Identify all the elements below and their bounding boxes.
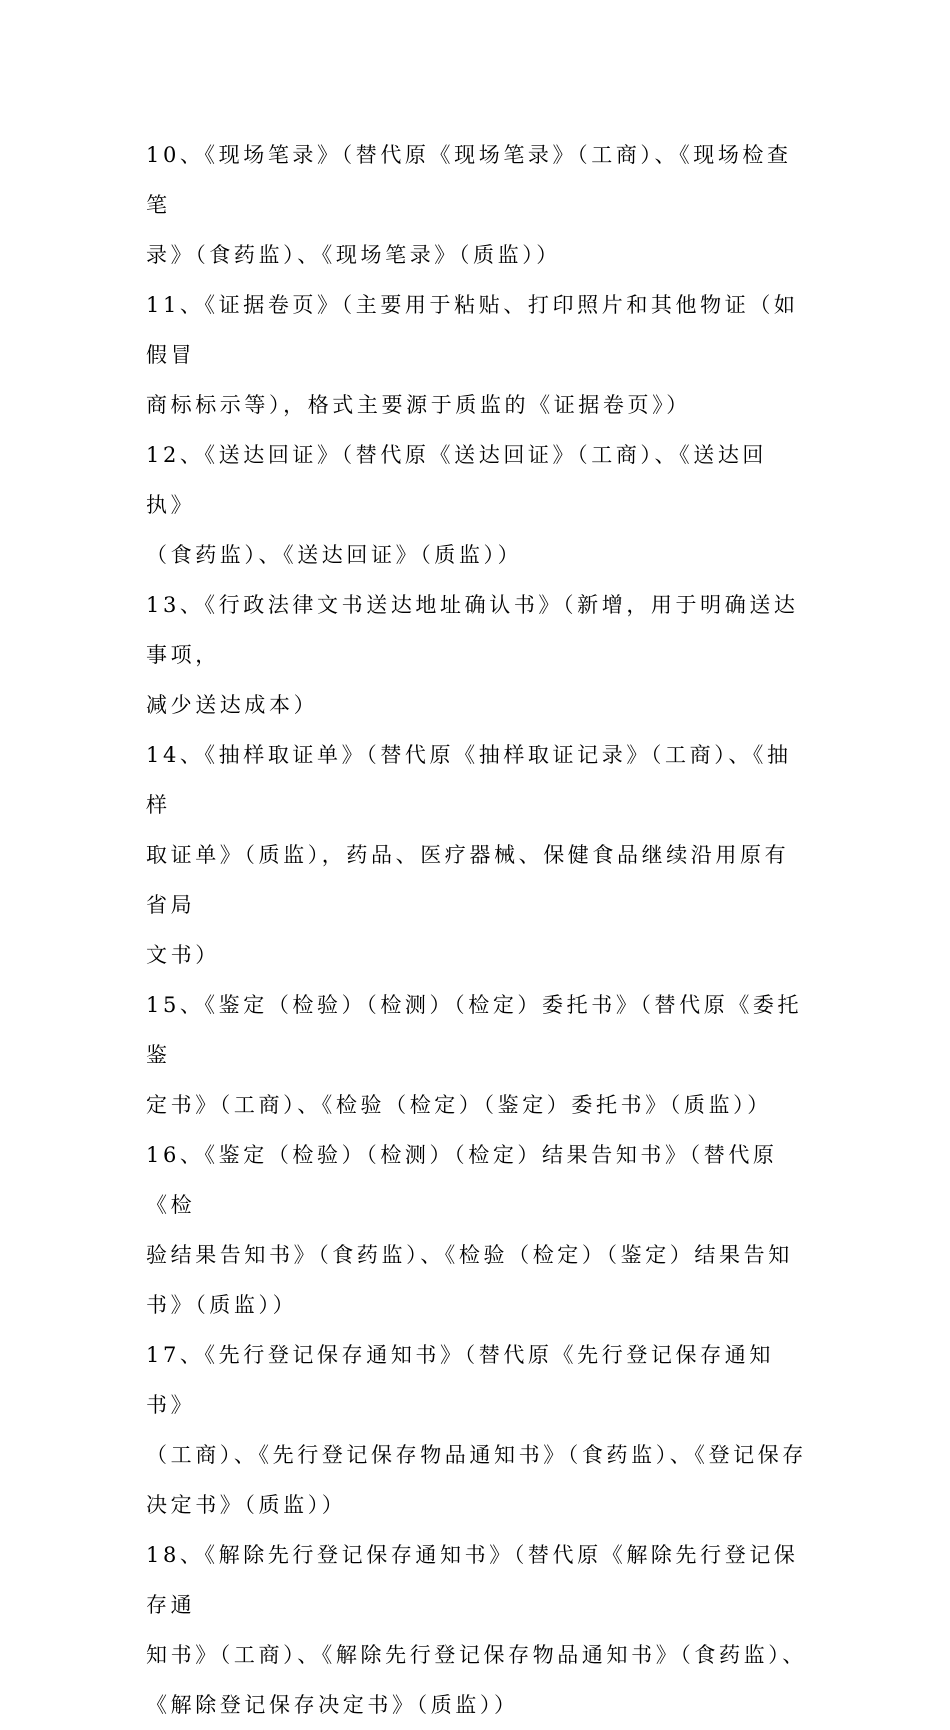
list-item-18: 18、《解除先行登记保存通知书》（替代原《解除先行登记保存通 知书》（工商）、《解除先行登记保存物品通知书》（食药监）、 《解除登记保存决定书》（质监）） [146, 1543, 807, 1717]
list-item-12: 12、《送达回证》（替代原《送达回证》（工商）、《送达回执》 （食药监）、《送达回证》（质监）） [146, 443, 768, 567]
document-body [146, 130, 811, 1730]
list-item-13: 13、《行政法律文书送达地址确认书》（新增，用于明确送达事项， 减少送达成本） [146, 593, 799, 717]
list-item-16: 16、《鉴定（检验）（检测）（检定）结果告知书》（替代原《检 验结果告知书》（食药监）、《检验（检定）（鉴定）结果告知 书》（质监）） [146, 1143, 793, 1317]
list-item-15: 15、《鉴定（检验）（检测）（检定）委托书》（替代原《委托鉴 定书》（工商）、《检验（检定）（鉴定）委托书》（质监）） [146, 993, 803, 1117]
list-item-17: 17、《先行登记保存通知书》（替代原《先行登记保存通知书》 （工商）、《先行登记保存物品通知书》（食药监）、《登记保存 决定书》（质监）） [146, 1343, 807, 1517]
list-item-14: 14、《抽样取证单》（替代原《抽样取证记录》（工商）、《抽样 取证单》（质监），药品、医疗器械、保健食品继续沿用原有省局 文书） [146, 743, 792, 967]
list-item-10: 10、《现场笔录》（替代原《现场笔录》（工商）、《现场检查笔 录》（食药监）、《现场笔录》（质监）） [146, 143, 792, 267]
list-item-11: 11、《证据卷页》（主要用于粘贴、打印照片和其他物证（如假冒 商标标示等），格式主要源于质监的《证据卷页》） [146, 293, 799, 417]
